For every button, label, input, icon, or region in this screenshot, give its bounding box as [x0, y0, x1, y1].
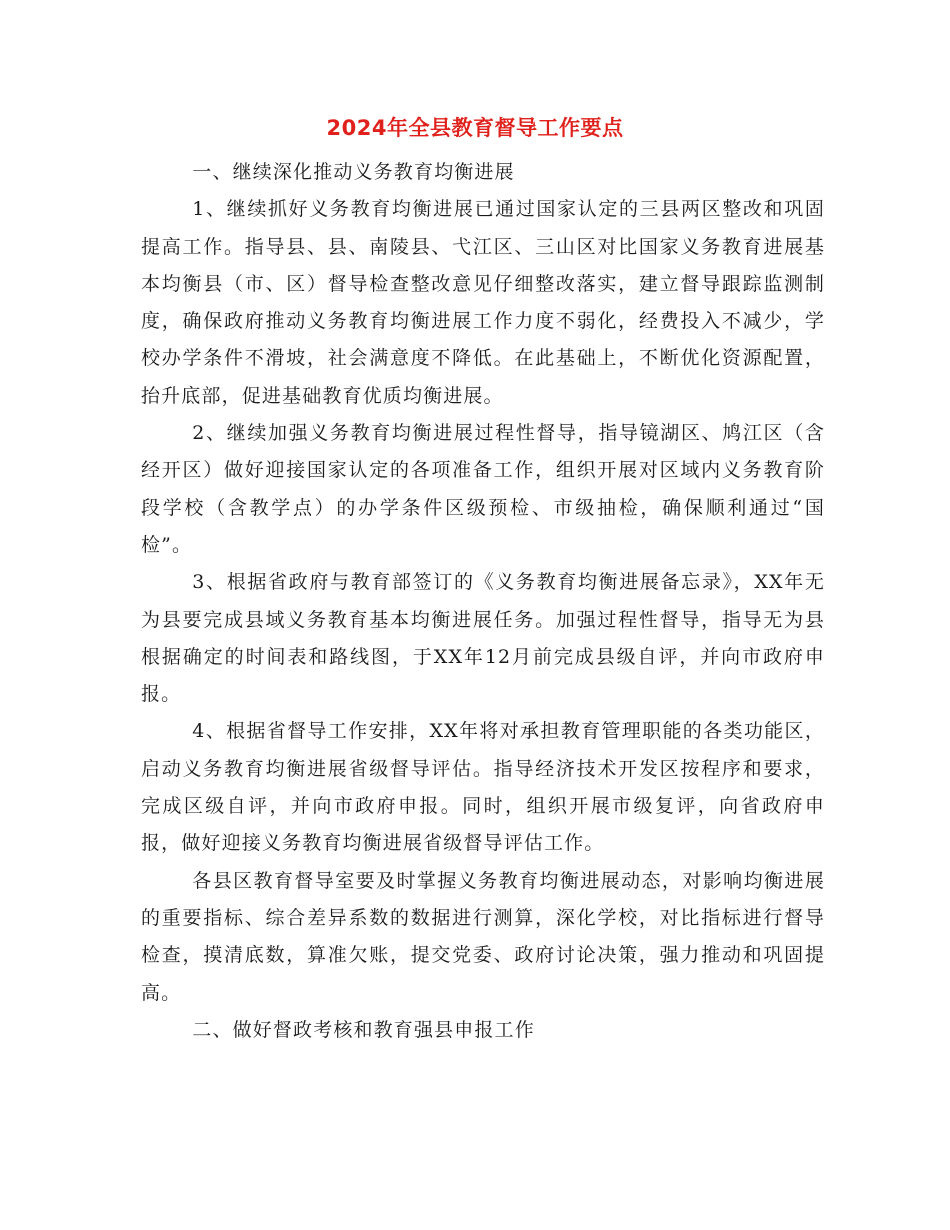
document-body [141, 154, 825, 1049]
section-heading-2: 二、做好督政考核和教育强县申报工作 [192, 1018, 535, 1041]
paragraph-3: 3、根据省政府与教育部签订的《义务教育均衡进展备忘录》，XX年无为县要完成县域义务教育基本均衡进展任务。加强过程性督导，指导无为县根据确定的时间表和路线图，于XX年12月前完成县级自评，并向市政府申报。 [141, 571, 825, 706]
paragraph-1: 1、继续抓好义务教育均衡进展已通过国家认定的三县两区整改和巩固提高工作。指导县、县、南陵县、弋江区、三山区对比国家义务教育进展基本均衡县（市、区）督导检查整改意见仔细整改落实，建立督导跟踪监测制度，确保政府推动义务教育均衡进展工作力度不弱化，经费投入不减少，学校办学条件不滑坡，社会满意度不降低。在此基础上，不断优化资源配置，抬升底部，促进基础教育优质均衡进展。 [141, 198, 825, 407]
paragraph-5: 各县区教育督导室要及时掌握义务教育均衡进展动态，对影响均衡进展的重要指标、综合差异系数的数据进行测算，深化学校，对比指标进行督导检查，摸清底数，算准欠账，提交党委、政府讨论决策，强力推动和巩固提高。 [141, 869, 825, 1004]
section-heading-1: 一、继续深化推动义务教育均衡进展 [192, 161, 515, 183]
document-title: 2024年全县教育督导工作要点 [326, 116, 624, 140]
paragraph-4: 4、根据省督导工作安排，XX年将对承担教育管理职能的各类功能区，启动义务教育均衡进展省级督导评估。指导经济技术开发区按程序和要求，完成区级自评，并向市政府申报。同时，组织开展市级复评，向省政府申报，做好迎接义务教育均衡进展省级督导评估工作。 [141, 720, 825, 855]
paragraph-2: 2、继续加强义务教育均衡进展过程性督导，指导镜湖区、鸠江区（含经开区）做好迎接国家认定的各项准备工作，组织开展对区域内义务教育阶段学校（含教学点）的办学条件区级预检、市级抽检，确保顺利通过“国检”。 [141, 422, 825, 556]
